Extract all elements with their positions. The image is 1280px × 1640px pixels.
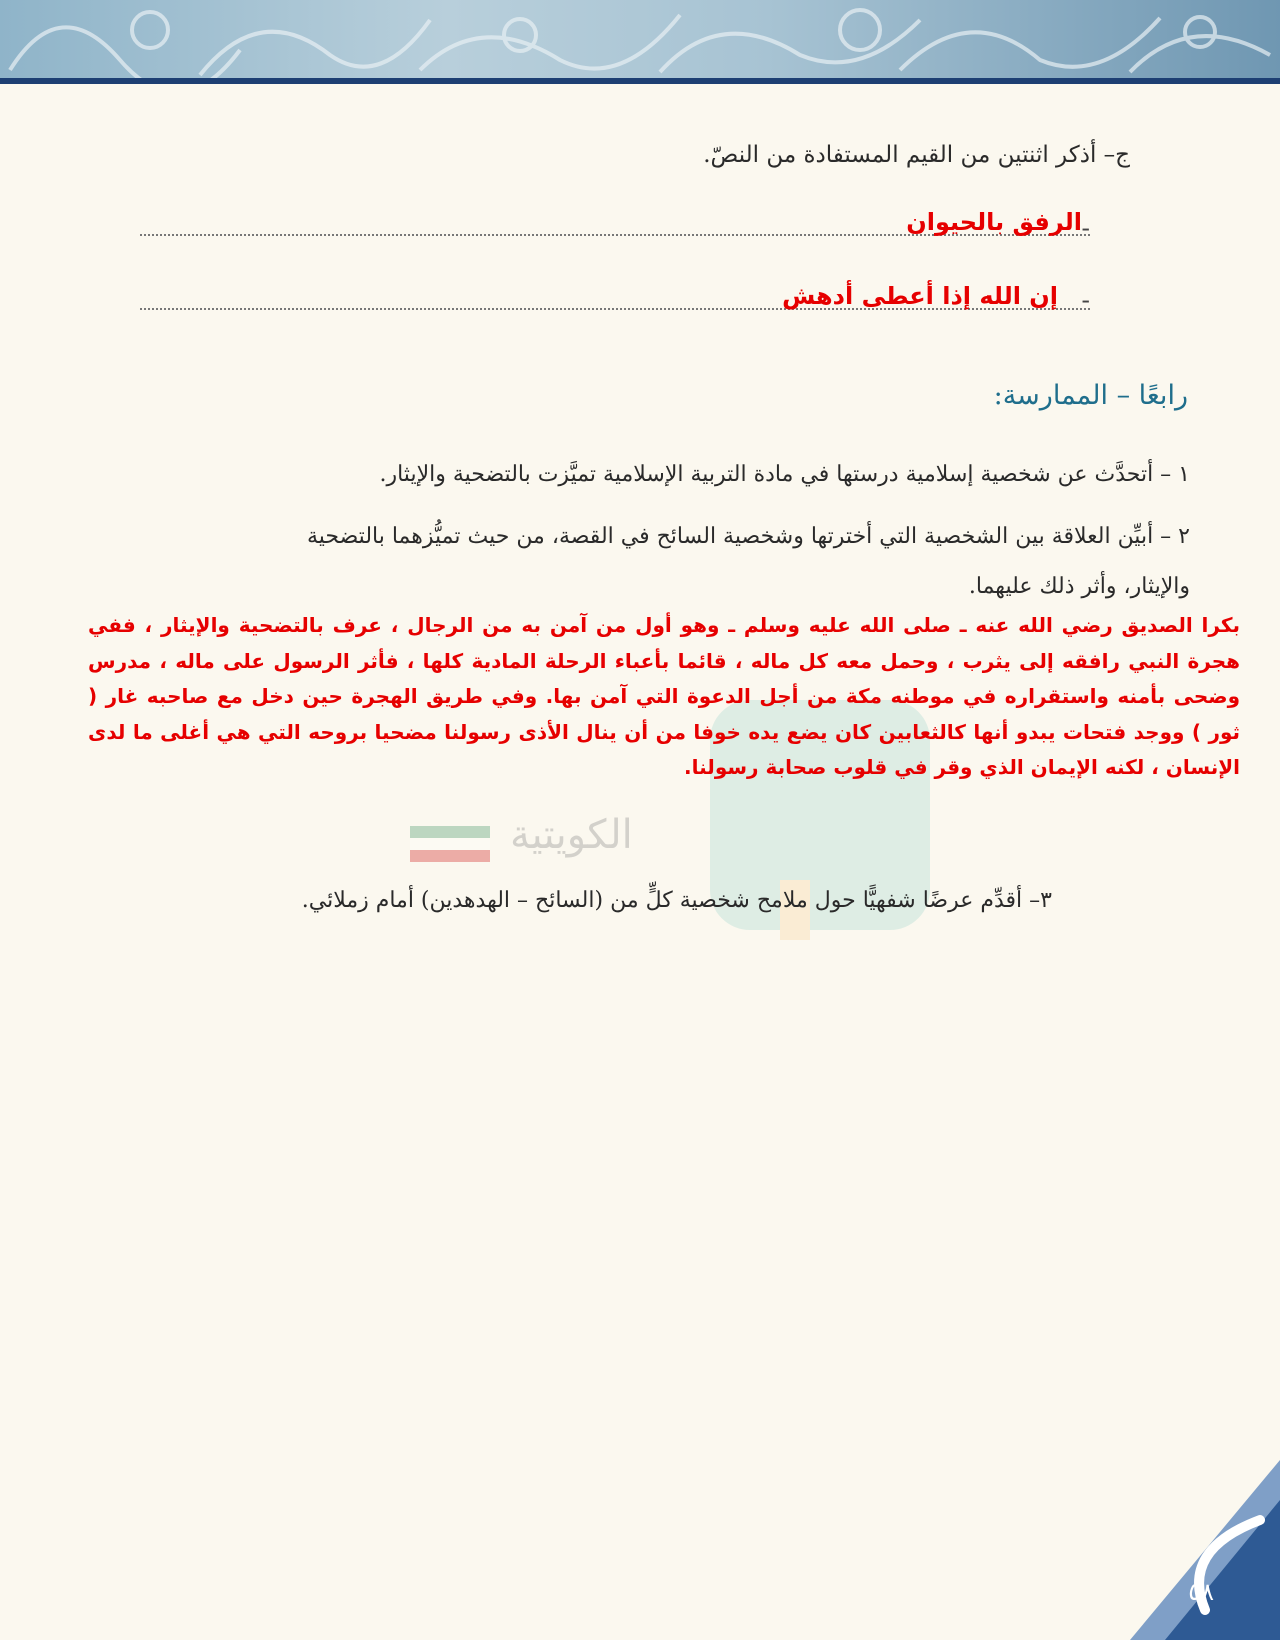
answer-paragraph: بكرا الصديق رضي الله عنه ـ صلى الله عليه وسلم ـ وهو أول من آمن به من الرجال ، عرف بالتضحية والإيثار ، ففي هجرة النبي رافقه إلى يثرب ، وحمل معه كل ماله ، قائما بأعباء الرحلة المادية كلها ، فأثر الرسول على ماله ، مدرس وضحى بأمنه واستقراره في موطنه مكة من أجل الدعوة التي آمن بها. وفي طريق الهجرة حين دخل مع صاحبه غار ( ثور ) ووجد فتحات يبدو أنها كالثعابين كان يضع يده خوفا من أن ينال الأذى رسولنا مضحيا بروحه التي هي أغلى ما لدى الإنسان ، لكنه الإيمان الذي وقر في قلوب صحابة رسولنا. [88,613,1240,779]
section-title: رابعًا – الممارسة: [993,380,1188,411]
answer-1: الرفق بالحيوان [906,208,1082,236]
dash-2: - [1081,286,1090,314]
answer-2: إن الله إذا أعطى أدهش [782,282,1058,310]
question-3: ٣– أقدِّم عرضًا شفهيًّا حول ملامح شخصية كلٍّ من (السائح – الهدهدين) أمام زملائي. [301,888,1052,913]
banner-underline [0,78,1280,84]
exercise-c-question: ج– أذكر اثنتين من القيم المستفادة من النصّ. [703,142,1130,168]
page-number: ٥٨ [1188,1578,1214,1606]
question-2-line-1: ٢ – أبيِّن العلاقة بين الشخصية التي أخترتها وشخصية السائح في القصة، من حيث تميُّزهما بالتضحية [306,524,1190,549]
question-2-line-2: والإيثار، وأثر ذلك عليهما. [968,574,1190,599]
watermark-text: الكويتية [510,812,633,858]
corner-decoration-icon [1110,1460,1280,1640]
question-1: ١ – أتحدَّث عن شخصية إسلامية درستها في مادة التربية الإسلامية تميَّزت بالتضحية والإيثار. [379,462,1190,487]
arabesque-pattern-icon [0,0,1280,84]
dash-1: - [1081,214,1090,242]
watermark-flag-icon [410,826,490,862]
header-banner [0,0,1280,84]
